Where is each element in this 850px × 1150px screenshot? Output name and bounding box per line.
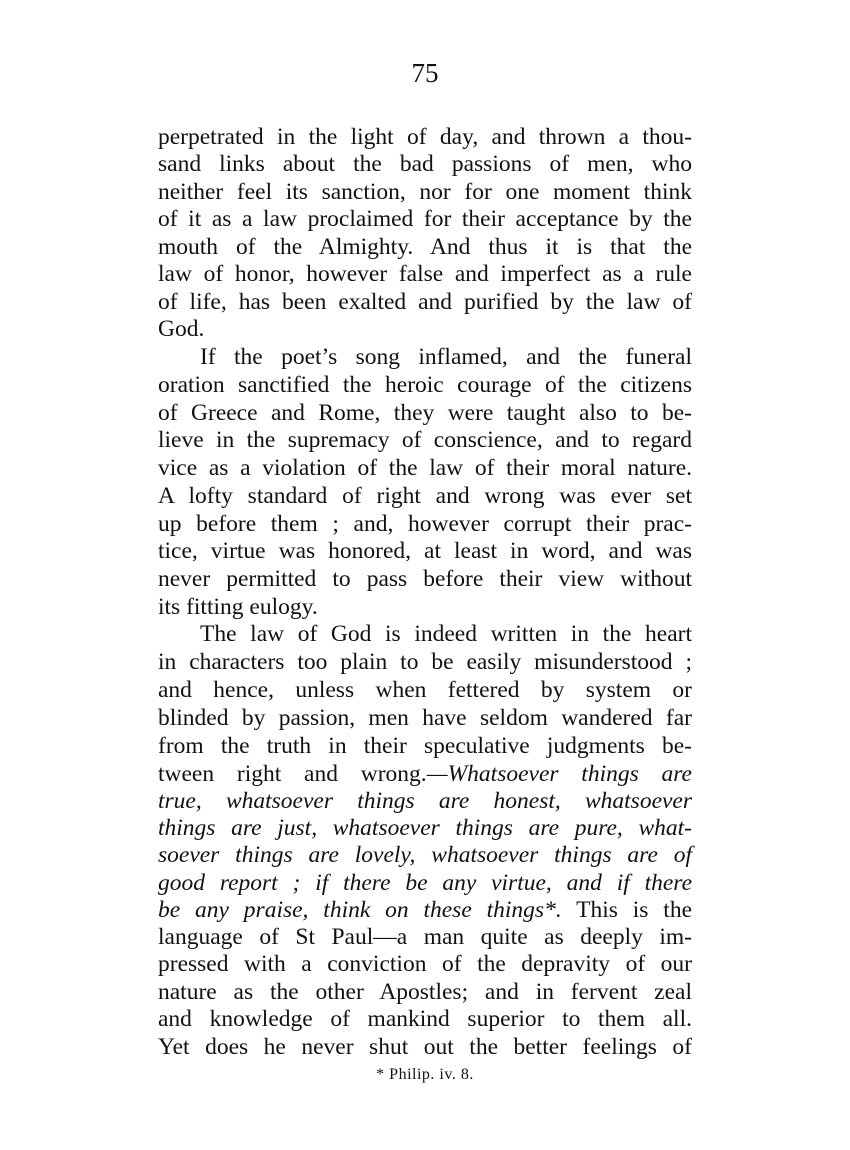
line-text: and hence, unless when fettered by system or bbox=[158, 677, 692, 703]
text-line bbox=[158, 151, 692, 178]
line-italic-text: good report ; if there be any virtue, and if there bbox=[158, 870, 692, 896]
text-line bbox=[158, 511, 692, 538]
line-text: never permitted to pass before their view without bbox=[158, 566, 692, 592]
text-line bbox=[158, 372, 692, 399]
line-text: oration sanctified the heroic courage of the citizens bbox=[158, 372, 692, 398]
line-italic-text: true, whatsoever things are honest, whatsoever bbox=[158, 788, 692, 814]
text-line bbox=[158, 621, 692, 648]
line-text: Yet does he never shut out the better feelings of bbox=[158, 1034, 692, 1060]
line-text: of Greece and Rome, they were taught also to be- bbox=[158, 400, 692, 426]
text-line bbox=[158, 649, 692, 676]
text-line bbox=[158, 788, 692, 815]
line-text: of it as a law proclaimed for their acceptance by the bbox=[158, 206, 692, 232]
text-line bbox=[158, 897, 692, 924]
line-italic-text: —Whatsoever things are bbox=[426, 761, 692, 787]
footnote: * Philip. iv. 8. bbox=[376, 1066, 474, 1083]
line-text: and knowledge of mankind superior to them all. bbox=[158, 1006, 692, 1032]
text-line bbox=[158, 400, 692, 427]
line-italic-text: soever things are lovely, whatsoever things are of bbox=[158, 842, 692, 868]
line-text: tween right and wrong. bbox=[158, 761, 427, 787]
text-line bbox=[158, 1006, 692, 1033]
text-line bbox=[158, 979, 692, 1006]
line-text: in characters too plain to be easily misunderstood ; bbox=[158, 649, 692, 675]
line-text: perpetrated in the light of day, and thrown a thou- bbox=[158, 124, 692, 150]
line-text: mouth of the Almighty. And thus it is that the bbox=[158, 234, 692, 260]
line-italic-text: things are just, whatsoever things are pure, what- bbox=[158, 815, 692, 841]
text-line bbox=[158, 455, 692, 482]
text-line bbox=[158, 677, 692, 704]
text-line bbox=[158, 179, 692, 206]
text-line bbox=[158, 261, 692, 288]
text-line bbox=[158, 124, 692, 151]
text-line bbox=[158, 705, 692, 732]
line-italic-text: be any praise, think on these things*. bbox=[158, 897, 562, 923]
text-line bbox=[158, 427, 692, 454]
line-text: If the poet’s song inflamed, and the funeral bbox=[200, 344, 692, 370]
text-line bbox=[158, 870, 692, 897]
line-text: neither feel its sanction, nor for one moment think bbox=[158, 179, 692, 205]
text-line bbox=[158, 483, 692, 510]
text-line bbox=[158, 316, 692, 343]
line-text: law of honor, however false and imperfect as a rule bbox=[158, 261, 692, 287]
line-text: from the truth in their speculative judgments be- bbox=[158, 733, 692, 759]
text-line bbox=[158, 566, 692, 593]
line-text: The law of God is indeed written in the heart bbox=[200, 621, 692, 647]
text-line bbox=[158, 842, 692, 869]
line-text: of life, has been exalted and purified by the law of bbox=[158, 289, 692, 315]
line-text: tice, virtue was honored, at least in word, and was bbox=[158, 538, 692, 564]
text-line bbox=[158, 815, 692, 842]
text-line bbox=[158, 924, 692, 951]
line-text-after: This is the bbox=[561, 897, 692, 923]
line-text: its fitting eulogy. bbox=[158, 594, 318, 620]
line-text: nature as the other Apostles; and in fervent zeal bbox=[158, 979, 692, 1005]
text-line bbox=[158, 733, 692, 760]
line-text: lieve in the supremacy of conscience, and to regard bbox=[158, 427, 692, 453]
line-text: sand links about the bad passions of men, who bbox=[158, 151, 692, 177]
text-line bbox=[158, 234, 692, 261]
line-text: language of St Paul—a man quite as deeply im- bbox=[158, 924, 692, 950]
text-line bbox=[158, 538, 692, 565]
text-line bbox=[158, 951, 692, 978]
line-text: God. bbox=[158, 316, 205, 342]
text-line bbox=[158, 1034, 692, 1061]
text-line bbox=[158, 344, 692, 371]
line-text: vice as a violation of the law of their moral nature. bbox=[158, 455, 692, 481]
line-text: blinded by passion, men have seldom wandered far bbox=[158, 705, 692, 731]
text-line bbox=[158, 761, 692, 788]
text-line bbox=[158, 206, 692, 233]
line-text: up before them ; and, however corrupt their prac- bbox=[158, 511, 692, 537]
line-text: pressed with a conviction of the depravity of our bbox=[158, 951, 692, 977]
page-number: 75 bbox=[411, 58, 439, 88]
text-line bbox=[158, 289, 692, 316]
text-line bbox=[158, 594, 692, 621]
line-text: A lofty standard of right and wrong was ever set bbox=[158, 483, 692, 509]
